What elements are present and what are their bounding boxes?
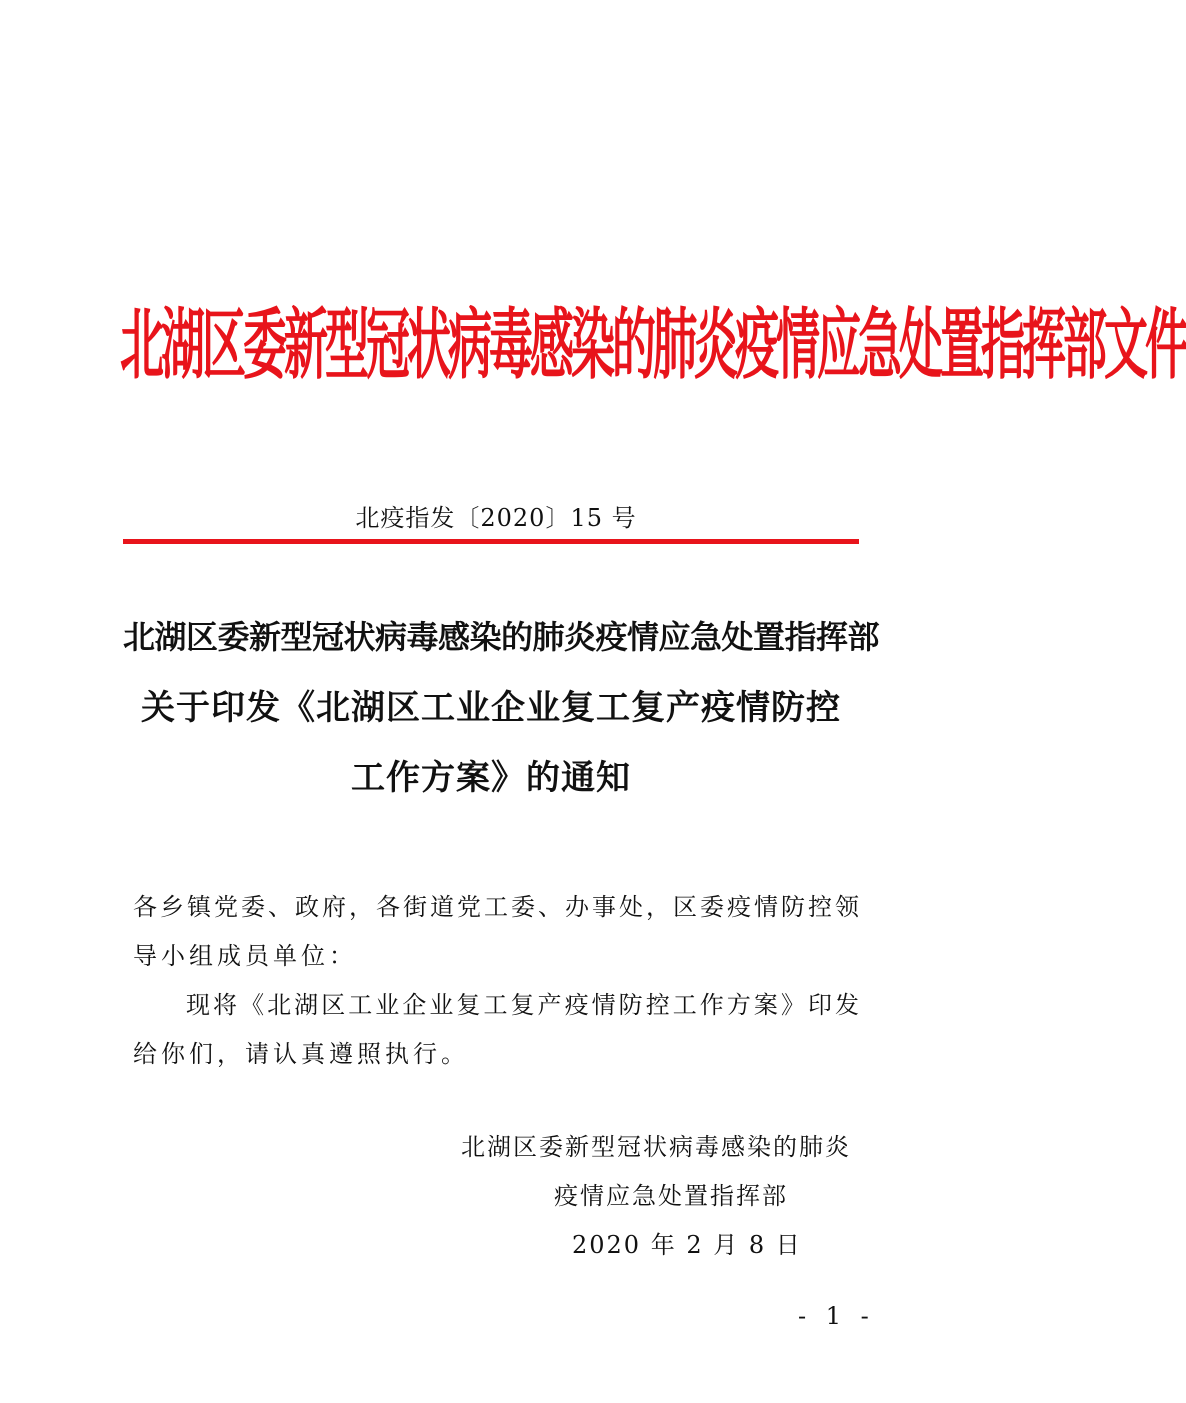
signature-date: 2020 年 2 月 8 日 bbox=[572, 1231, 802, 1259]
recipients-line-2: 导小组成员单位： bbox=[133, 942, 357, 970]
notice-title-line-1: 北湖区委新型冠状病毒感染的肺炎疫情应急处置指挥部 bbox=[123, 618, 880, 656]
document-number: 北疫指发〔2020〕15 号 bbox=[355, 504, 637, 532]
notice-title-line-2: 关于印发《北湖区工业企业复工复产疫情防控 bbox=[141, 688, 841, 728]
notice-title-line-3: 工作方案》的通知 bbox=[351, 758, 631, 798]
recipients-line-1: 各乡镇党委、政府，各街道党工委、办事处，区委疫情防控领 bbox=[133, 893, 859, 921]
body-paragraph-line-2: 给你们，请认真遵照执行。 bbox=[133, 1040, 469, 1068]
signature-org-line-1: 北湖区委新型冠状病毒感染的肺炎 bbox=[461, 1133, 851, 1161]
page-number: - 1 - bbox=[798, 1302, 875, 1330]
document-header-title: 北湖区委新型冠状病毒感染的肺炎疫情应急处置指挥部文件 bbox=[120, 301, 1186, 391]
body-paragraph-line-1: 现将《北湖区工业企业复工复产疫情防控工作方案》印发 bbox=[186, 991, 859, 1019]
signature-org-line-2: 疫情应急处置指挥部 bbox=[554, 1182, 788, 1210]
red-header-rule bbox=[123, 539, 859, 544]
